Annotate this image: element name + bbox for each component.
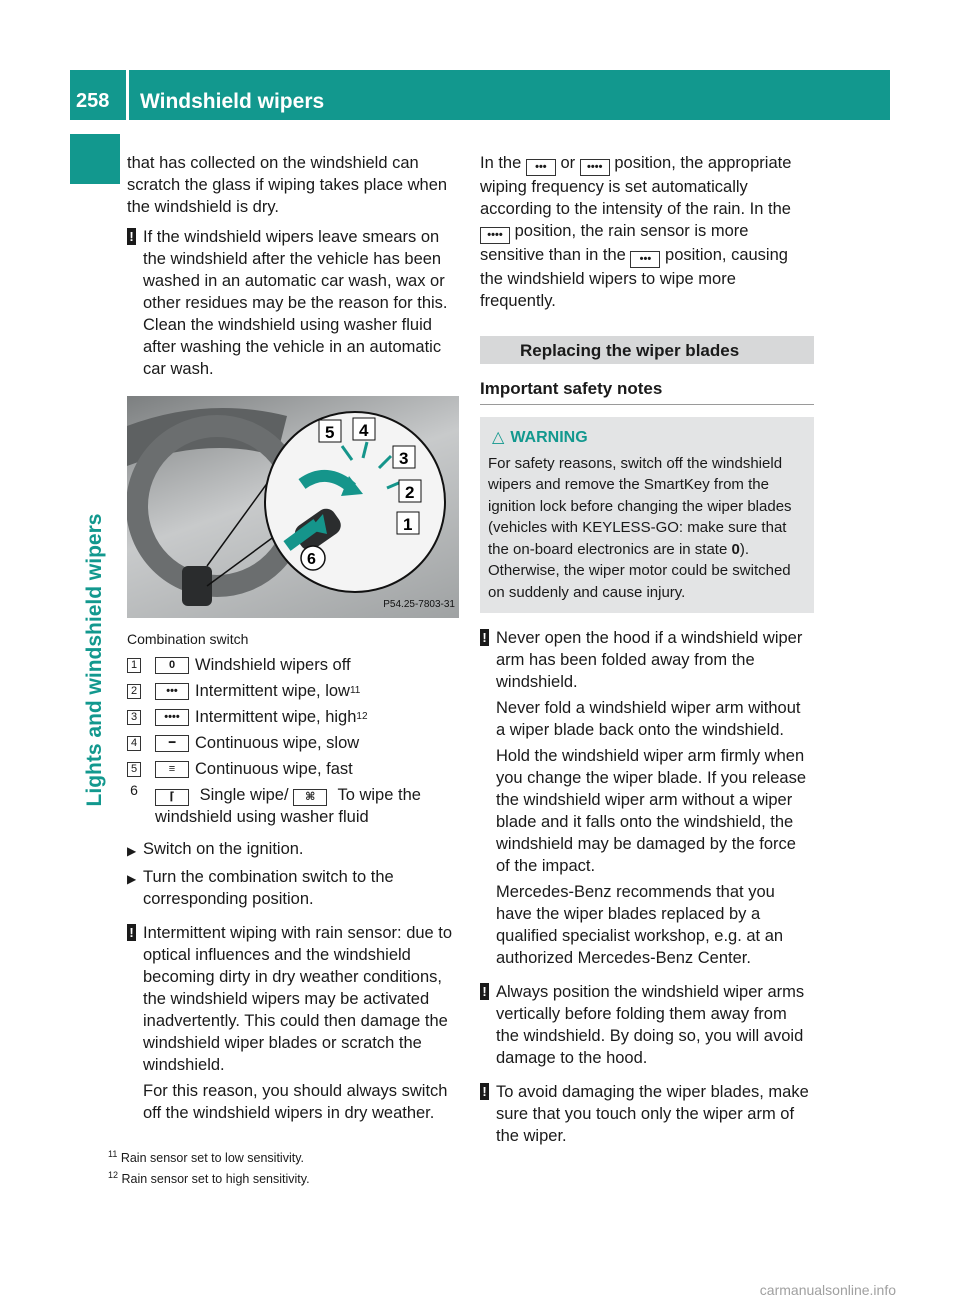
- intermittent-low-icon: •••: [526, 159, 556, 176]
- footnote: $^{12}$ Rain sensor set to high sensitivity.: [108, 1170, 310, 1187]
- footnotes: [108, 1146, 310, 1188]
- legend-number: 4: [127, 736, 141, 751]
- section-heading: Replacing the wiper blades: [480, 336, 814, 364]
- legend-number: 6: [130, 782, 138, 798]
- side-tab-block: [70, 134, 120, 184]
- continuous-slow-icon: ━: [155, 735, 189, 752]
- label-5: 5: [325, 423, 335, 442]
- note-fold-arms: ! Always position the windshield wiper arms vertically before folding them away from the windshield. By doing so, you will avoid damage to the hood.: [480, 981, 814, 1069]
- legend-text: Continuous wipe, fast: [195, 760, 353, 778]
- legend-item: [127, 706, 461, 728]
- warning-box: [480, 417, 814, 613]
- legend-number: 1: [127, 658, 141, 673]
- caution-icon: !: [127, 922, 143, 1124]
- page-title: Windshield wipers: [140, 90, 325, 113]
- caution-icon: !: [480, 1081, 496, 1147]
- warning-triangle-icon: △: [492, 429, 505, 446]
- washer-fluid-icon: ⌘: [293, 789, 327, 806]
- note-touch-arm: ! To avoid damaging the wiper blades, make sure that you touch only the wiper arm of the wiper.: [480, 1081, 814, 1147]
- caution-icon: !: [480, 981, 496, 1069]
- figure-caption: Combination switch: [127, 631, 249, 647]
- instruction-step: ▶ Switch on the ignition.: [127, 838, 461, 862]
- legend-number: 3: [127, 710, 141, 725]
- figure-code: P54.25-7803-31: [383, 599, 455, 610]
- legend-text: Continuous wipe, slow: [195, 734, 360, 752]
- legend-item: [127, 784, 461, 828]
- note-hood: ! Never open the hood if a windshield wiper arm has been folded away from the windshield. Never fold a windshield wiper arm without a wiper blade back onto the windshield. Hold the windshield wiper arm firmly when you change the wiper blade. If you release the windshield wiper arm without a wiper blade and it falls onto the windshield, the windshield may be damaged by the force of the impact. Mercedes-Benz recommends that you have the wiper blades replaced by a qualified specialist workshop, e.g. at an authorized Mercedes-Benz Center.: [480, 627, 814, 969]
- warning-text: For safety reasons, switch off the windshield wipers and remove the SmartKey from the ignition lock before changing the wiper blades (vehicles with KEYLESS-GO: make sure that the on-board electronics are in state 0). Otherwise, the wiper motor could be switched on suddenly and cause injury.: [488, 454, 792, 601]
- footnote-ref: 11: [349, 685, 361, 696]
- label-2: 2: [405, 483, 415, 502]
- legend-item: [127, 732, 461, 754]
- intermittent-high-icon: ••••: [480, 227, 510, 244]
- single-wipe-icon: ⌈: [155, 789, 189, 806]
- wiper-off-icon: 0: [155, 657, 189, 674]
- legend-text: Intermittent wipe, low: [195, 682, 350, 700]
- header-divider: [126, 70, 129, 120]
- caution-icon: !: [127, 226, 143, 380]
- intermittent-low-icon: •••: [630, 251, 660, 268]
- footnote-ref: 12: [356, 711, 368, 722]
- legend-item: [127, 680, 461, 702]
- arrow-bullet-icon: ▶: [127, 844, 137, 858]
- right-column: [480, 152, 814, 1147]
- arrow-bullet-icon: ▶: [127, 872, 137, 886]
- legend-text: Windshield wipers off: [195, 656, 351, 674]
- intermittent-high-icon: ••••: [580, 159, 610, 176]
- intermittent-low-icon: •••: [155, 683, 189, 700]
- warning-heading: △ WARNING: [488, 427, 806, 449]
- label-1: 1: [403, 515, 413, 534]
- legend-number: 2: [127, 684, 141, 699]
- note-rain-sensor: ! Intermittent wiping with rain sensor: due to optical influences and the windshield becoming dirty in dry weather conditions, the windshield wipers may be activated inadvertently. This could then damage the windshield wiper blades or scratch the windshield. For this reason, you should always switch off the windshield wipers in dry weather.: [127, 922, 461, 1124]
- legend-item: [127, 758, 461, 780]
- legend-number: 5: [127, 762, 141, 777]
- watermark: carmanualsonline.info: [759, 1282, 896, 1298]
- caution-icon: !: [480, 627, 496, 969]
- figure-illustration: [127, 396, 459, 618]
- side-tab-label: Lights and windshield wipers: [83, 513, 106, 807]
- legend-text: Intermittent wipe, high: [195, 708, 357, 726]
- intermittent-high-icon: ••••: [155, 709, 189, 726]
- label-6: 6: [307, 551, 316, 568]
- page-number: 258: [76, 90, 110, 112]
- intro-paragraph: that has collected on the windshield can scratch the glass if wiping takes place when the windshield is dry.: [127, 154, 448, 216]
- note-smears: ! If the windshield wipers leave smears on the windshield after the vehicle has been washed in an automatic car wash, wax or other residues may be the reason for this. Clean the windshield using washer fluid after washing the vehicle in an automatic car wash.: [127, 226, 461, 380]
- label-3: 3: [399, 449, 409, 468]
- continuous-fast-icon: ≡: [155, 761, 189, 778]
- instruction-step: ▶ Turn the combination switch to the corresponding position.: [127, 868, 394, 908]
- left-column: [127, 152, 461, 1124]
- rain-sensor-paragraph: In the ••• or •••• position, the appropriate wiping frequency is set automatically according to the intensity of the rain. In the •••• position, the rain sensor is more sensitive than in the ••• position, causing the windshield wipers to wipe more frequently.: [480, 154, 792, 310]
- combination-switch-figure: [127, 396, 459, 618]
- label-4: 4: [359, 421, 369, 440]
- subsection-heading: Important safety notes: [480, 378, 814, 405]
- footnote: $^{11}$ Rain sensor set to low sensitivity.: [108, 1149, 305, 1166]
- legend-text: ⌈ Single wipe/ ⌘ To wipe the windshield using washer fluid: [155, 786, 421, 826]
- legend-item: [127, 654, 461, 676]
